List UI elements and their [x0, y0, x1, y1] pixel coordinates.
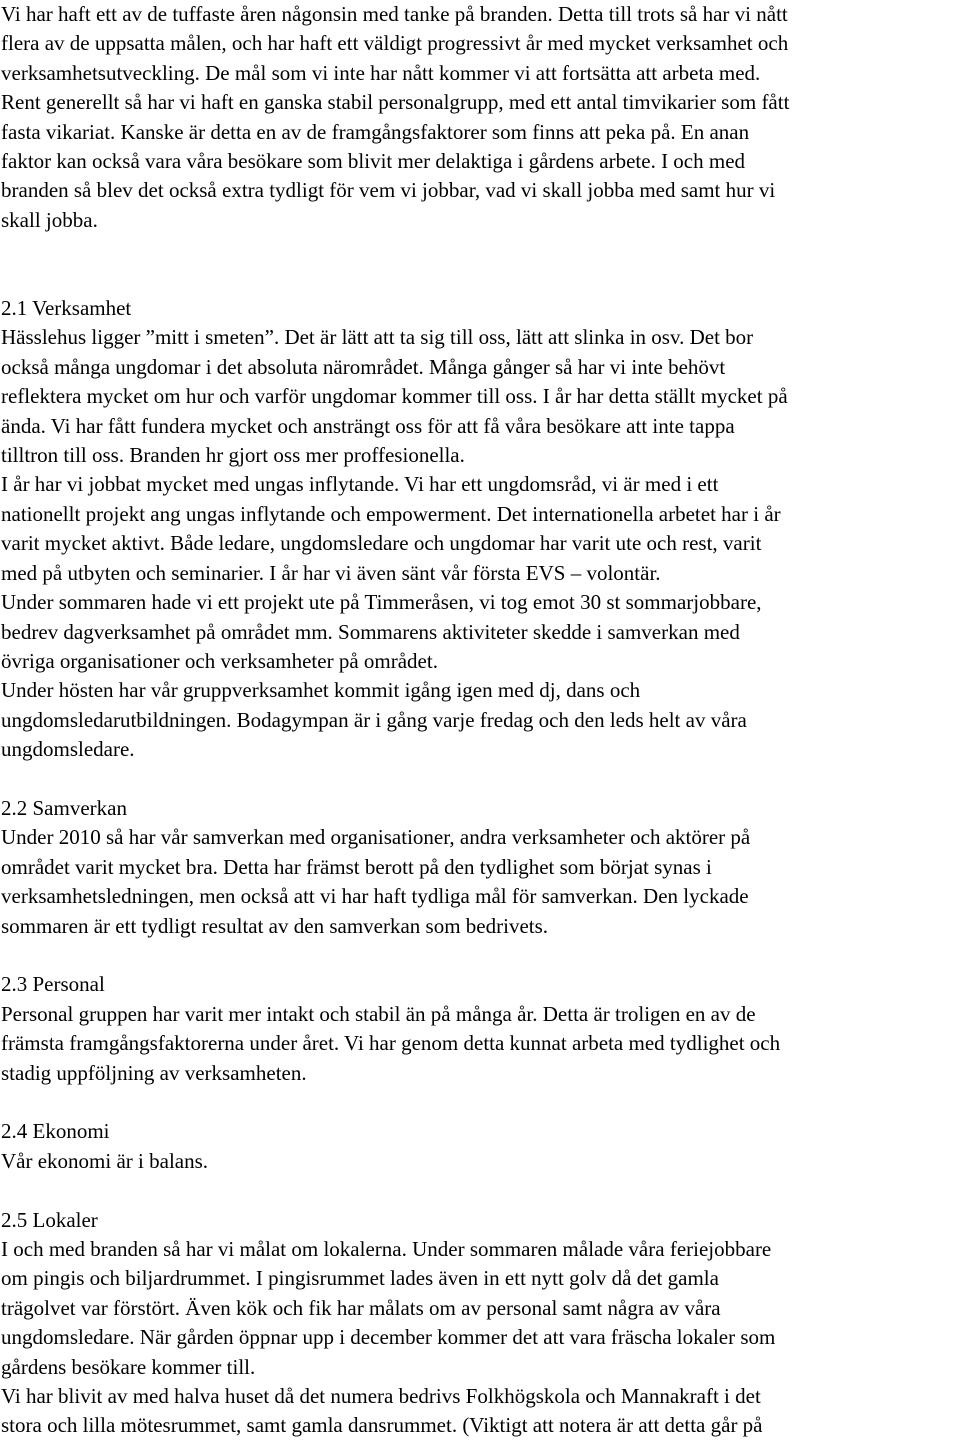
text-line: främsta framgångsfaktorerna under året. Vi har genom detta kunnat arbeta med tydlighet och	[1, 1031, 781, 1056]
text-line: flera av de uppsatta målen, och har haft ett väldigt progressivt år med mycket verksamhet och	[1, 31, 789, 56]
paragraph-spacer	[1, 765, 959, 794]
text-line: Under sommaren hade vi ett projekt ute på Timmeråsen, vi tog emot 30 st sommarjobbare,	[1, 590, 762, 615]
text-line: I år har vi jobbat mycket med ungas inflytande. Vi har ett ungdomsråd, vi är med i ett	[1, 472, 719, 497]
text-line: ända. Vi har fått fundera mycket och ansträngt oss för att få våra besökare att inte tappa	[1, 413, 735, 438]
text-line: skall jobba.	[1, 207, 98, 232]
text-line: stora och lilla mötesrummet, samt gamla dansrummet. (Viktigt att notera är att detta går på	[1, 1413, 763, 1438]
section-heading: 2.1 Verksamhet	[1, 296, 132, 321]
text-line: om pingis och biljardrummet. I pingisrummet lades även in ett nytt golv då det gamla	[1, 1266, 719, 1291]
text-line: verksamhetsledningen, men också att vi har haft tydliga mål för samverkan. Den lyckade	[1, 884, 749, 909]
text-line: I och med branden så har vi målat om lokalerna. Under sommaren målade våra feriejobbare	[1, 1236, 772, 1261]
intro-paragraph	[1, 0, 959, 235]
text-line: verksamhetsutveckling. De mål som vi inte har nått kommer vi att fortsätta att arbeta med.	[1, 60, 761, 85]
text-line: Under hösten har vår gruppverksamhet kommit igång igen med dj, dans och	[1, 678, 641, 703]
section-verksamhet	[1, 294, 959, 765]
section-heading: 2.2 Samverkan	[1, 795, 127, 820]
paragraph-spacer	[1, 1088, 959, 1117]
text-line: ungdomsledare.	[1, 737, 135, 762]
paragraph-spacer	[1, 1176, 959, 1205]
text-line: övriga organisationer och verksamheter på området.	[1, 648, 438, 673]
section-personal	[1, 970, 959, 1088]
text-line: med på utbyten och seminarier. I år har vi även sänt vår första EVS – volontär.	[1, 560, 661, 585]
text-line: fasta vikariat. Kanske är detta en av de framgångsfaktorer som finns att peka på. En anan	[1, 119, 750, 144]
text-line: ungdomsledare. När gården öppnar upp i december kommer det att vara fräscha lokaler som	[1, 1325, 776, 1350]
text-line: reflektera mycket om hur och varför ungdomar kommer till oss. I år har detta ställt mycket på	[1, 384, 788, 409]
text-line: området varit mycket bra. Detta har främst berott på den tydlighet som börjat synas i	[1, 854, 712, 879]
text-line: Rent generellt så har vi haft en ganska stabil personalgrupp, med ett antal timvikarier som fått	[1, 90, 790, 115]
paragraph-spacer	[1, 265, 959, 294]
text-line: tilltron till oss. Branden hr gjort oss mer proffesionella.	[1, 443, 465, 468]
text-line: bedrev dagverksamhet på området mm. Sommarens aktiviteter skedde i samverkan med	[1, 619, 740, 644]
text-line: också många ungdomar i det absoluta närområdet. Många gånger så har vi inte behövt	[1, 354, 726, 379]
section-samverkan	[1, 794, 959, 941]
section-heading: 2.4 Ekonomi	[1, 1119, 110, 1144]
text-line: nationellt projekt ang ungas inflytande och empowerment. Det internationella arbetet har i år	[1, 501, 781, 526]
text-line: Under 2010 så har vår samverkan med organisationer, andra verksamheter och aktörer på	[1, 825, 751, 850]
section-heading: 2.5 Lokaler	[1, 1207, 98, 1232]
text-line: Vi har haft ett av de tuffaste åren någonsin med tanke på branden. Detta till trots så har vi nått	[1, 2, 788, 26]
text-line: Personal gruppen har varit mer intakt och stabil än på många år. Detta är troligen en av de	[1, 1001, 756, 1026]
paragraph-spacer	[1, 235, 959, 264]
text-line: sommaren är ett tydligt resultat av den samverkan som bedrivets.	[1, 913, 549, 938]
section-heading: 2.3 Personal	[1, 972, 105, 997]
section-lokaler	[1, 1206, 959, 1441]
text-line: varit mycket aktivt. Både ledare, ungdomsledare och ungdomar har varit ute och rest, varit	[1, 531, 762, 556]
text-line: stadig uppföljning av verksamheten.	[1, 1060, 307, 1085]
text-line: trägolvet var förstört. Även kök och fik har målats om av personal samt några av våra	[1, 1295, 721, 1320]
paragraph-spacer	[1, 941, 959, 970]
text-line: Vi har blivit av med halva huset då det numera bedrivs Folkhögskola och Mannakraft i det	[1, 1384, 761, 1408]
text-line: faktor kan också vara våra besökare som blivit mer delaktiga i gårdens arbete. I och med	[1, 149, 746, 174]
text-line: gårdens besökare kommer till.	[1, 1354, 256, 1379]
text-line: ungdomsledarutbildningen. Bodagympan är i gång varje fredag och den leds helt av våra	[1, 707, 747, 732]
text-line: Vår ekonomi är i balans.	[1, 1148, 209, 1173]
section-ekonomi	[1, 1117, 959, 1176]
text-line: branden så blev det också extra tydligt för vem vi jobbar, vad vi skall jobba med samt hur vi	[1, 178, 776, 203]
text-line: Hässlehus ligger ”mitt i smeten”. Det är lätt att ta sig till oss, lätt att slinka in osv. Det bor	[1, 325, 754, 350]
